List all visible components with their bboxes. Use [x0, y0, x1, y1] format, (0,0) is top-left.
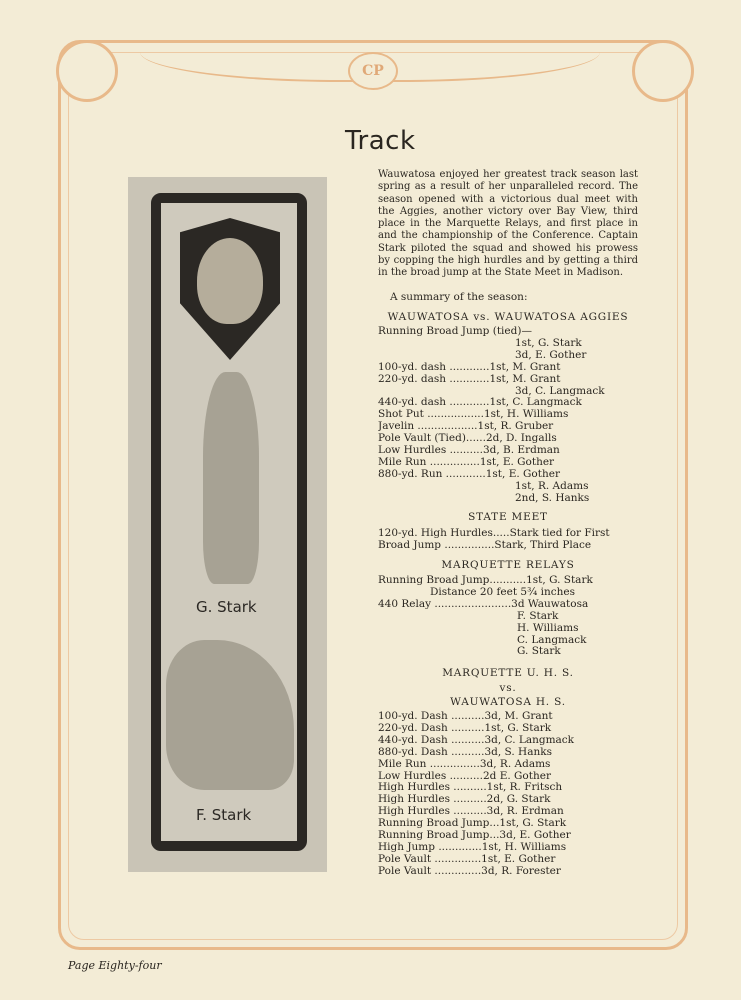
result-row: 2nd, S. Hanks [515, 491, 590, 504]
result-row: 440 Relay .......................3d Wauwatosa [378, 597, 589, 610]
result-row: 880-yd. Dash ..........3d, S. Hanks [378, 745, 552, 758]
result-row: 220-yd. dash ............1st, M. Grant [378, 372, 561, 385]
result-row: 3d, E. Gother [515, 348, 587, 361]
result-row: C. Langmack [517, 633, 587, 646]
result-row: Running Broad Jump (tied)— [378, 325, 532, 337]
result-row: High Jump .............1st, H. Williams [378, 840, 567, 853]
result-row: High Hurdles ..........1st, R. Fritsch [378, 781, 563, 794]
result-row: Javelin ..................1st, R. Gruber [378, 420, 554, 433]
result-row: Running Broad Jump...........1st, G. Stark [378, 574, 593, 586]
state-meet-title: STATE MEET [468, 511, 548, 523]
page-title: Track [345, 126, 416, 156]
result-row: 1st, R. Adams [515, 479, 589, 492]
marquette-uhs-title: MARQUETTE U. H. S. [442, 667, 574, 679]
mask-ornament-left [56, 40, 118, 102]
result-row: Distance 20 feet 5¾ inches [430, 585, 575, 598]
result-row: 1st, G. Stark [515, 336, 582, 349]
result-row: High Hurdles ..........2d, G. Stark [378, 793, 551, 806]
result-row: 440-yd. Dash ..........3d, C. Langmack [378, 733, 575, 746]
vs-label: vs. [499, 682, 517, 694]
result-row: 100-yd. Dash ..........3d, M. Grant [378, 710, 553, 722]
result-row: Broad Jump ...............Stark, Third Place [378, 539, 592, 551]
page-footer: Page Eighty-four [68, 959, 162, 972]
result-row: Pole Vault ..............3d, R. Forester [378, 864, 561, 877]
result-row: G. Stark [517, 645, 561, 658]
result-row: 220-yd. Dash ..........1st, G. Stark [378, 721, 552, 734]
result-row: Running Broad Jump...3d, E. Gother [378, 829, 571, 841]
photo-label-f-stark: F. Stark [196, 806, 252, 824]
photo-label-g-stark: G. Stark [196, 598, 257, 616]
intro-paragraph: Wauwatosa enjoyed her greatest track season last spring as a result of her unparalleled record. The season opened with a victorious dual meet with the Aggies, another victory over Bay View, third place in the Marquette Relays, and first place in and the championship of the Conference. Captain Stark piloted the squad and showed his prowess by copping the high hurdles and by getting a third in the broad jump at the State Meet in Madison. [378, 169, 638, 279]
result-row: Low Hurdles ..........2d E. Gother [378, 769, 551, 782]
result-row: Pole Vault ..............1st, E. Gother [378, 852, 556, 865]
monogram-emblem: CP [348, 52, 398, 90]
result-row: H. Williams [517, 621, 579, 634]
aggies-meet-title: WAUWATOSA vs. WAUWATOSA AGGIES [387, 311, 629, 323]
result-row: 880-yd. Run ............1st, E. Gother [378, 467, 560, 480]
result-row: F. Stark [517, 609, 559, 622]
wauwatosa-hs-title: WAUWATOSA H. S. [450, 696, 566, 708]
result-row: 100-yd. dash ............1st, M. Grant [378, 360, 561, 373]
athlete-photo-g-stark [203, 372, 259, 584]
result-row: 440-yd. dash ............1st, C. Langmack [378, 396, 582, 409]
summary-lead: A summary of the season: [390, 291, 528, 303]
result-row: Mile Run ...............1st, E. Gother [378, 455, 555, 468]
result-row: Shot Put .................1st, H. Williams [378, 408, 569, 421]
trophy-shield-emblem [197, 238, 263, 324]
mask-ornament-right [632, 40, 694, 102]
result-row: Mile Run ...............3d, R. Adams [378, 757, 551, 770]
result-row: Low Hurdles ..........3d, B. Erdman [378, 444, 560, 456]
result-row: Running Broad Jump...1st, G. Stark [378, 817, 567, 830]
marquette-relays-title: MARQUETTE RELAYS [441, 559, 575, 571]
result-row: 3d, C. Langmack [515, 384, 605, 397]
result-row: High Hurdles ..........3d, R. Erdman [378, 805, 564, 818]
result-row: 120-yd. High Hurdles.....Stark tied for First [378, 527, 610, 539]
result-row: Pole Vault (Tied)......2d, D. Ingalls [378, 432, 557, 445]
